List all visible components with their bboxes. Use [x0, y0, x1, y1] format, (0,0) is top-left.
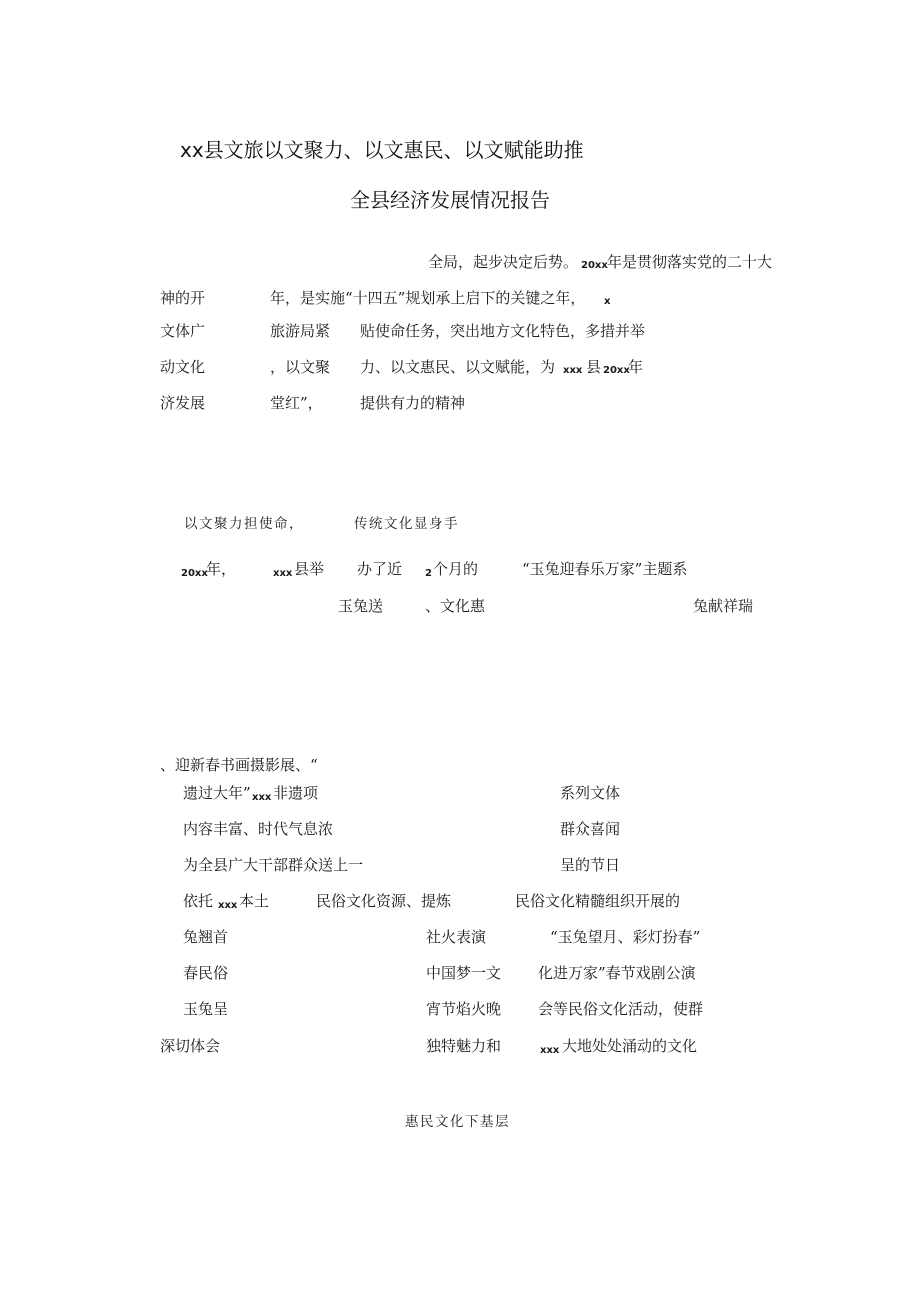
intro-text: 神的开 — [160, 289, 206, 307]
section1-text: 办了近 — [357, 560, 403, 578]
section2-text: 为全县广大干部群众送上一 — [183, 856, 364, 874]
section-heading: 以文聚力担使命， — [184, 516, 304, 532]
section2-text: 呈的节日 — [560, 856, 621, 874]
section2-text: 、迎新春书画摄影展、“ — [160, 756, 318, 774]
section2-text: 宵节焰火晚 — [426, 1000, 502, 1018]
section2-text: xxx — [218, 900, 238, 911]
section2-text: “玉兔望月、彩灯扮春” — [550, 928, 701, 946]
section2-text: 会等民俗文化活动，使群 — [538, 1000, 704, 1018]
section1-text: 2 — [425, 568, 432, 579]
section2-text: 民俗文化精髓组织开展的 — [515, 892, 681, 910]
section-heading: 惠民文化下基层 — [405, 1114, 510, 1130]
document-title-line2: 全县经济发展情况报告 — [350, 188, 550, 212]
intro-text: 力、以文惠民、以文赋能，为 — [360, 358, 556, 376]
section2-text: 深切体会 — [160, 1037, 221, 1055]
document-title-line1: xx县文旅以文聚力、以文惠民、以文赋能助推 — [180, 138, 584, 162]
section1-text: 兔献祥瑞 — [693, 597, 754, 615]
section-heading: 传统文化显身手 — [354, 516, 459, 532]
section2-text: 化进万家”春节戏剧公演 — [538, 964, 696, 982]
section2-text: xxx — [252, 792, 272, 803]
intro-text: ，以文聚 — [270, 358, 331, 376]
section2-text: 民俗文化资源、提炼 — [316, 892, 452, 910]
section2-text: 兔翘首 — [183, 928, 229, 946]
section2-text: 系列文体 — [560, 784, 621, 802]
section2-text: 群众喜闻 — [560, 820, 621, 838]
intro-text: 济发展 — [160, 394, 206, 412]
section1-text: 县举 — [294, 560, 325, 578]
section2-text: 内容丰富、时代气息浓 — [183, 820, 334, 838]
section2-text: 大地处处涌动的文化 — [562, 1037, 698, 1055]
section2-text: 本土 — [239, 892, 270, 910]
intro-text: xxx — [563, 365, 583, 376]
intro-text: 年，是实施“十四五”规划承上启下的关键之年， — [270, 289, 586, 307]
intro-text: 全局，起步决定后势。 — [428, 253, 579, 271]
section2-text: 中国梦一文 — [426, 964, 502, 982]
section1-year: 20xx — [181, 568, 208, 579]
intro-text: 旅游局紧 — [270, 322, 331, 340]
intro-text: 动文化 — [160, 358, 206, 376]
intro-year: 20xx — [603, 365, 630, 376]
intro-text: x — [604, 296, 611, 307]
intro-text: 贴使命任务，突出地方文化特色，多措并举 — [360, 322, 646, 340]
intro-text: 堂红”， — [270, 394, 323, 412]
section1-text: “玉兔迎春乐万家”主题系 — [522, 560, 688, 578]
section2-text: 社火表演 — [426, 928, 487, 946]
section2-text: 依托 — [183, 892, 214, 910]
section2-text: 非遗项 — [273, 784, 319, 802]
intro-text: 年 — [628, 358, 644, 376]
intro-text: 提供有力的精神 — [360, 394, 466, 412]
intro-year: 20xx — [581, 260, 608, 271]
section1-text: xxx — [273, 568, 293, 579]
section1-text: 个月的 — [433, 560, 479, 578]
intro-text: 年是贯彻落实党的二十大 — [607, 253, 773, 271]
intro-text: 县 — [586, 358, 602, 376]
section2-text: 独特魅力和 — [426, 1037, 502, 1055]
intro-text: 文体广 — [160, 322, 206, 340]
section2-text: xxx — [540, 1045, 560, 1056]
section1-text: 年， — [206, 560, 237, 578]
section1-text: 玉兔送 — [338, 597, 384, 615]
section2-text: 玉兔呈 — [183, 1000, 229, 1018]
section2-text: 春民俗 — [183, 964, 229, 982]
section1-text: 、文化惠 — [425, 597, 486, 615]
section2-text: 遗过大年” — [183, 784, 251, 802]
